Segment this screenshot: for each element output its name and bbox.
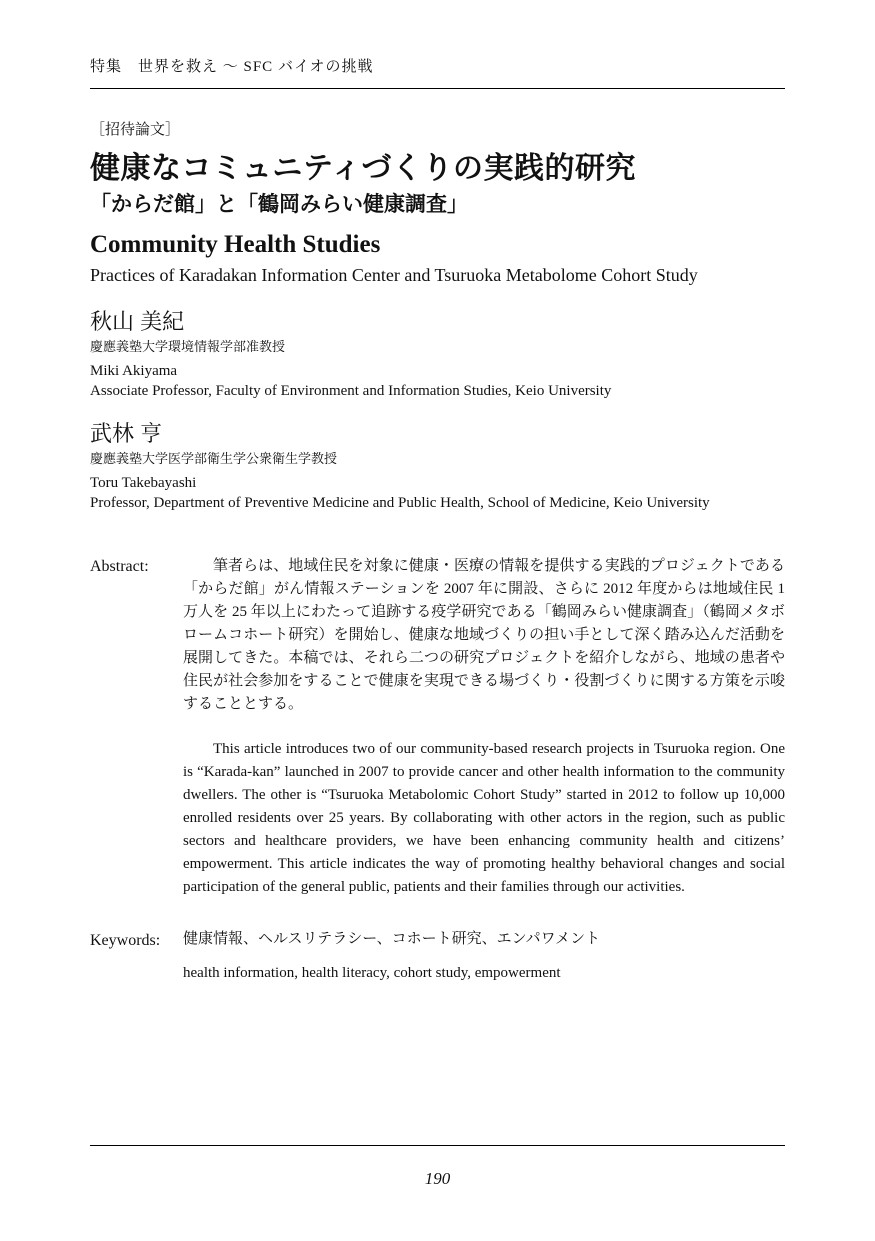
abstract-body xyxy=(183,555,785,899)
keywords-label: Keywords: xyxy=(90,932,161,949)
keywords-text-ja: 健康情報、ヘルスリテラシー、コホート研究、エンパワメント xyxy=(183,930,601,947)
author-name-ja: 秋山 美紀 xyxy=(90,309,185,334)
page-number: 190 xyxy=(424,1169,451,1188)
author-block-1 xyxy=(90,307,785,401)
article-subtitle-en: Practices of Karadakan Information Center and Tsuruoka Metabolome Cohort Study xyxy=(90,265,698,285)
abstract-label: Abstract: xyxy=(90,558,149,575)
keywords-section xyxy=(90,929,785,983)
abstract-text-en: This article introduces two of our community-based research projects in Tsuruoka region. One is “Karada-kan” launched in 2007 to provide cancer and other health information to the community dwellers. The other is “Tsuruoka Metabolomic Cohort Study” started in 2012 to follow up 10,000 enrolled residents over 25 years. By collaborating with other actors in the region, such as public sectors and healthcare providers, we have been enhancing community health and citizens’ empowerment. This article indicates the way of promoting healthy behavioral changes and social participation of the general public, patients and their families through our activities. xyxy=(183,741,785,895)
header-rule xyxy=(90,88,785,89)
author-affiliation-ja: 慶應義塾大学医学部衛生学公衆衛生学教授 xyxy=(90,451,338,466)
keywords-body xyxy=(183,929,785,983)
running-head-text: 特集 世界を救え ～ SFC バイオの挑戦 xyxy=(90,59,374,75)
author-affiliation-en: Associate Professor, Faculty of Environment and Information Studies, Keio University xyxy=(90,383,612,399)
footer-rule xyxy=(90,1145,785,1146)
abstract-text-ja: 筆者らは、地域住民を対象に健康・医療の情報を提供する実践的プロジェクトである「からだ館」がん情報ステーションを 2007 年に開設、さらに 2012 年度からは地域住民 1 万人を 25 年以上にわたって追跡する疫学研究である「鶴岡みらい健康調査」（鶴岡メタボロームコホート研究）を開始し、健康な地域づくりの担い手として深く踏み込んだ活動を展開してきた。本稿では、それら二つの研究プロジェクトを紹介しながら、地域の患者や住民が社会参加をすることで健康を実現できる場づくり・役割づくりに関する方策を示唆することとする。 xyxy=(183,558,785,712)
article-title-ja: 健康なコミュニティづくりの実践的研究 xyxy=(90,152,636,185)
author-block-2 xyxy=(90,419,785,513)
article-title-en: Community Health Studies xyxy=(90,231,381,258)
running-head xyxy=(90,58,785,89)
author-affiliation-en: Professor, Department of Preventive Medicine and Public Health, School of Medicine, Keio University xyxy=(90,495,710,511)
article-subtitle-ja: 「からだ館」と「鶴岡みらい健康調査」 xyxy=(90,193,468,216)
author-name-en: Miki Akiyama xyxy=(90,363,178,379)
author-name-ja: 武林 亨 xyxy=(90,421,163,446)
author-list xyxy=(90,307,785,513)
author-name-en: Toru Takebayashi xyxy=(90,475,197,491)
keywords-text-en: health information, health literacy, cohort study, empowerment xyxy=(183,965,561,981)
abstract-section xyxy=(90,555,785,899)
invited-paper-label: ［招待論文］ xyxy=(90,122,181,138)
author-affiliation-ja: 慶應義塾大学環境情報学部准教授 xyxy=(90,339,286,354)
